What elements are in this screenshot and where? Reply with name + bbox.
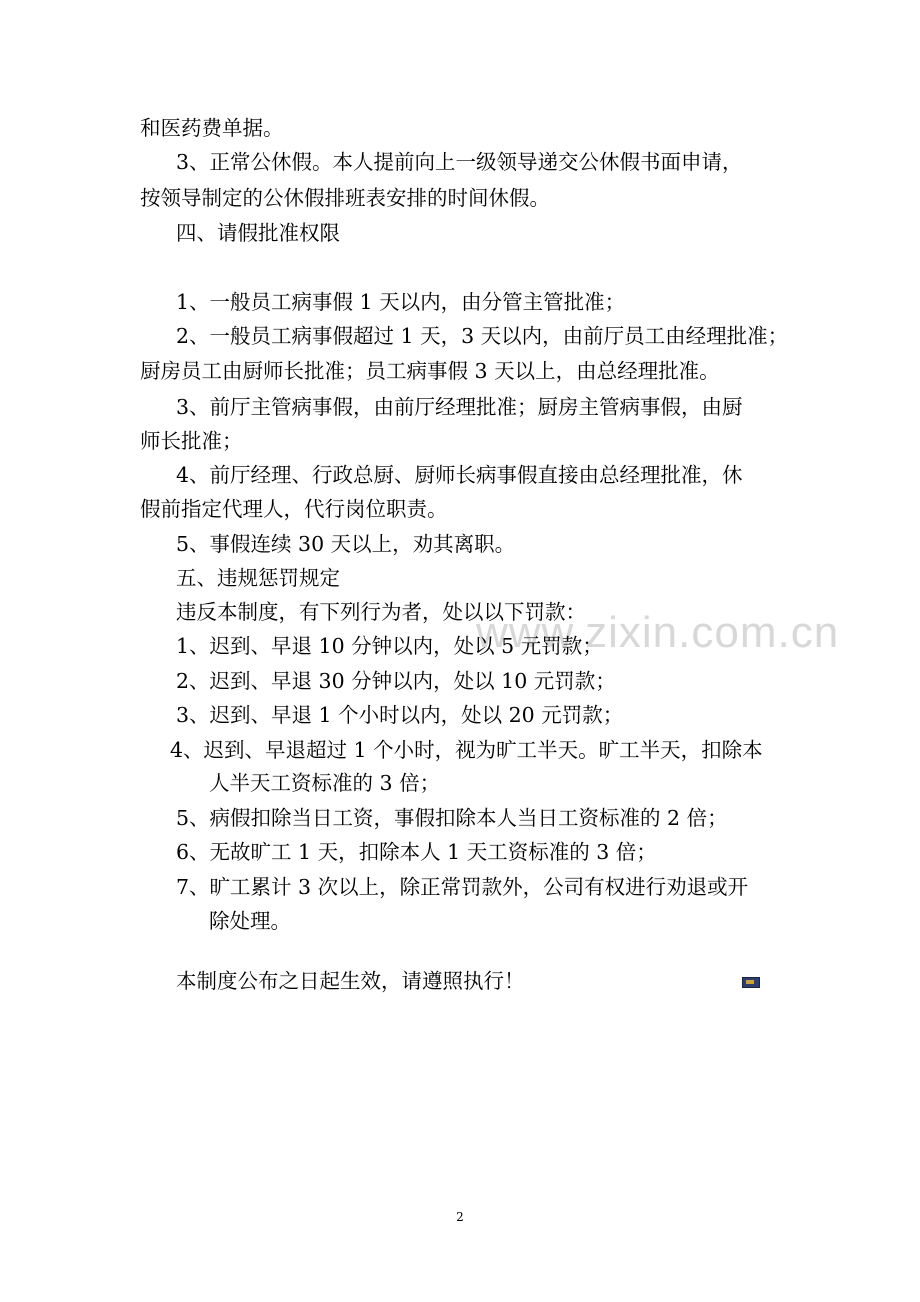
text-line: 6、无故旷工 1 天，扣除本人 1 天工资标准的 3 倍； bbox=[176, 840, 657, 864]
text-line: 2、迟到、早退 30 分钟以内，处以 10 元罚款； bbox=[176, 669, 616, 693]
text-line: 2、一般员工病事假超过 1 天，3 天以内，由前厅员工由经理批准； bbox=[176, 324, 789, 348]
text-line: 假前指定代理人，代行岗位职责。 bbox=[140, 497, 448, 521]
page-number: 2 bbox=[456, 1210, 464, 1224]
text-line: 厨房员工由厨师长批准；员工病事假 3 天以上，由总经理批准。 bbox=[140, 359, 720, 383]
text-line: 除处理。 bbox=[209, 909, 291, 933]
text-line: 人半天工资标准的 3 倍； bbox=[209, 771, 441, 795]
text-line: 师长批准； bbox=[140, 429, 243, 453]
text-line: 和医药费单据。 bbox=[140, 116, 284, 140]
text-line: 3、正常公休假。本人提前向上一级领导递交公休假书面申请， bbox=[176, 150, 743, 174]
section-heading: 五、违规惩罚规定 bbox=[176, 566, 340, 590]
image-icon bbox=[742, 977, 760, 988]
text-line: 5、病假扣除当日工资，事假扣除本人当日工资标准的 2 倍； bbox=[176, 806, 728, 830]
text-line: 3、迟到、早退 1 个小时以内，处以 20 元罚款； bbox=[176, 703, 624, 727]
watermark: www.zixin.com.cn bbox=[476, 608, 840, 657]
text-line: 4、迟到、早退超过 1 个小时，视为旷工半天。旷工半天，扣除本 bbox=[170, 738, 763, 762]
text-line: 4、前厅经理、行政总厨、厨师长病事假直接由总经理批准，休 bbox=[176, 463, 743, 487]
text-line: 1、一般员工病事假 1 天以内，由分管主管批准； bbox=[176, 290, 626, 314]
text-line: 7、旷工累计 3 次以上，除正常罚款外，公司有权进行劝退或开 bbox=[176, 875, 749, 899]
text-line: 3、前厅主管病事假，由前厅经理批准；厨房主管病事假，由厨 bbox=[176, 395, 743, 419]
text-line: 四、请假批准权限 bbox=[176, 221, 340, 245]
closing-statement: 本制度公布之日起生效，请遵照执行！ bbox=[176, 969, 525, 993]
text-line: 违反本制度，有下列行为者，处以以下罚款： bbox=[176, 600, 586, 624]
text-line: 1、迟到、早退 10 分钟以内，处以 5 元罚款； bbox=[176, 634, 603, 658]
text-line: 按领导制定的公休假排班表安排的时间休假。 bbox=[140, 186, 550, 210]
text-line: 5、事假连续 30 天以上，劝其离职。 bbox=[176, 532, 516, 556]
